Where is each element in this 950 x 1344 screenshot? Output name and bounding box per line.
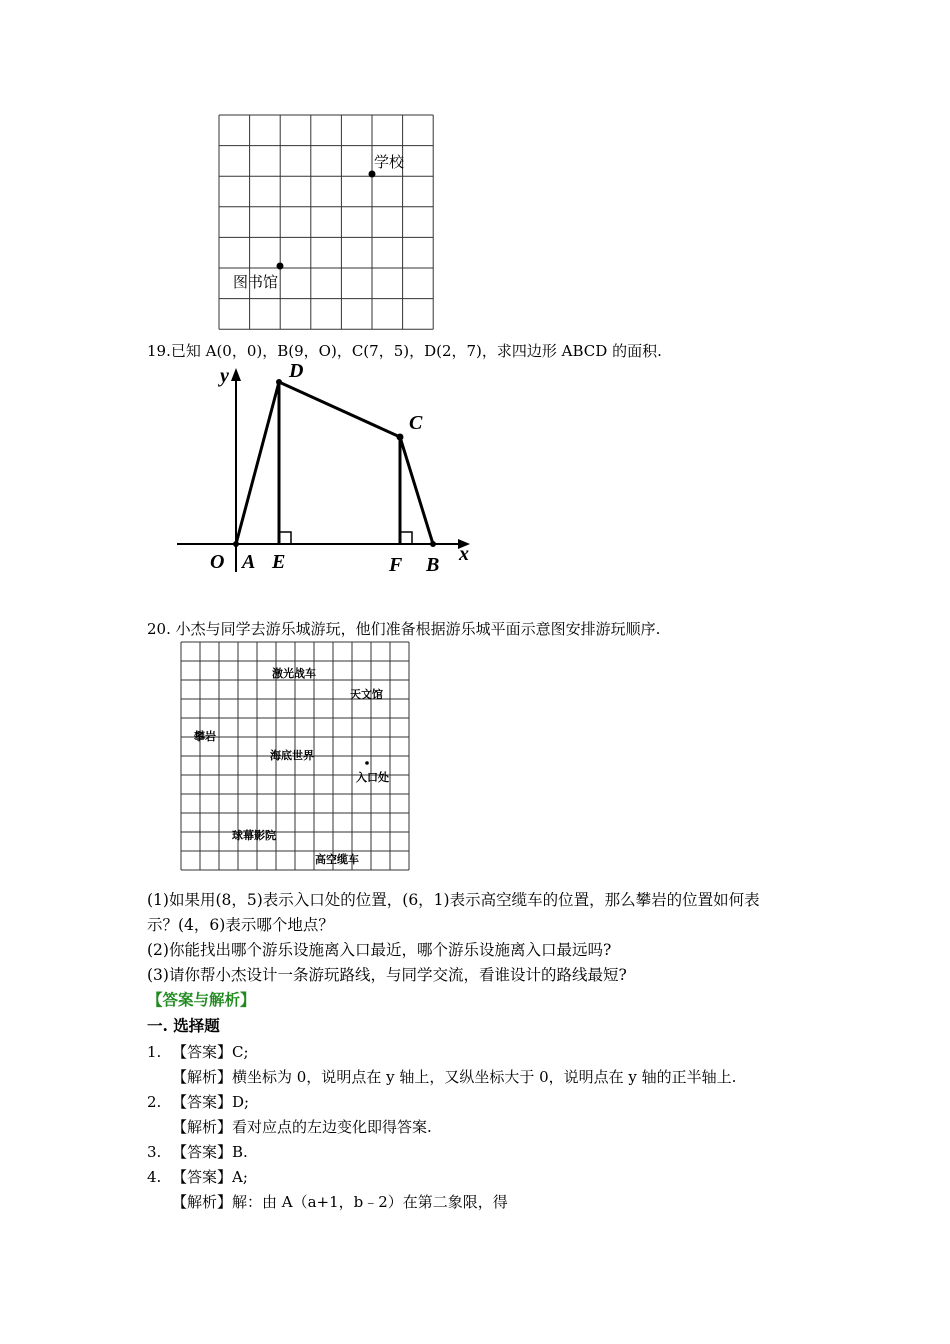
quadrilateral-figure	[172, 362, 482, 582]
label-x: x	[459, 543, 469, 565]
place-planetarium: 天文馆	[350, 688, 383, 701]
section-title: 一. 选择题	[147, 1016, 220, 1035]
place-rock-climbing: 攀岩	[194, 730, 216, 743]
school-point	[369, 171, 376, 178]
label-f: F	[389, 554, 403, 576]
y-axis-arrow	[231, 368, 241, 381]
answers-heading: 【答案与解析】	[147, 990, 256, 1009]
answer-4-answer: 【答案】A;	[172, 1168, 248, 1186]
label-y: y	[220, 365, 229, 387]
answer-1-number: 1.	[147, 1043, 162, 1061]
point-b	[430, 541, 436, 547]
point-o	[233, 541, 239, 547]
place-laser-tank: 激光战车	[272, 667, 316, 680]
point-c	[397, 434, 404, 441]
place-dome-cinema: 球幕影院	[232, 829, 276, 842]
answer-3-answer: 【答案】B.	[172, 1143, 248, 1161]
place-ocean-world: 海底世界	[270, 749, 314, 762]
question-20-part-1-line-2: 示？(4，6)表示哪个地点？	[147, 916, 334, 934]
answer-2-answer: 【答案】D;	[172, 1093, 250, 1111]
amusement-park-map	[180, 641, 412, 873]
answer-4-number: 4.	[147, 1168, 162, 1186]
answer-1-analysis: 【解析】横坐标为 0，说明点在 y 轴上，又纵坐标大于 0，说明点在 y 轴的正半轴上.	[172, 1068, 737, 1086]
label-b: B	[426, 554, 440, 576]
right-angle-mark-e	[279, 532, 291, 544]
label-e: E	[272, 551, 286, 573]
answer-1-answer: 【答案】C;	[172, 1043, 249, 1061]
quadrilateral-abcd	[236, 382, 433, 544]
question-19-text: 19.已知 A(0，0)，B(9，O)，C(7，5)，D(2，7)，求四边形 ABCD 的面积.	[147, 342, 662, 360]
library-point	[277, 263, 284, 270]
answer-2-number: 2.	[147, 1093, 162, 1111]
library-label: 图书馆	[233, 273, 279, 291]
question-20-part-3: (3)请你帮小杰设计一条游玩路线，与同学交流，看谁设计的路线最短?	[147, 966, 627, 984]
right-angle-mark-f	[400, 532, 412, 544]
answer-2-analysis: 【解析】看对应点的左边变化即得答案.	[172, 1118, 432, 1136]
school-label: 学校	[374, 153, 405, 171]
answer-4-analysis: 【解析】解：由 A（a+1，b﹣2）在第二象限，得	[172, 1193, 508, 1211]
label-d: D	[289, 362, 304, 382]
place-cable-car: 高空缆车	[315, 853, 359, 866]
entrance-point	[365, 761, 369, 765]
question-20-part-2: (2)你能找出哪个游乐设施离入口最近，哪个游乐设施离入口最远吗?	[147, 941, 612, 959]
point-d	[276, 379, 282, 385]
answer-3-number: 3.	[147, 1143, 162, 1161]
label-a: A	[242, 551, 256, 573]
question-20-text: 20. 小杰与同学去游乐城游玩，他们准备根据游乐城平面示意图安排游玩顺序.	[147, 620, 661, 638]
school-library-grid	[218, 114, 436, 330]
place-entrance: 入口处	[356, 771, 389, 784]
label-c: C	[409, 412, 423, 434]
label-o: O	[210, 551, 225, 573]
question-20-part-1-line-1: (1)如果用(8，5)表示入口处的位置，(6，1)表示高空缆车的位置，那么攀岩的位置如何表	[147, 891, 760, 909]
